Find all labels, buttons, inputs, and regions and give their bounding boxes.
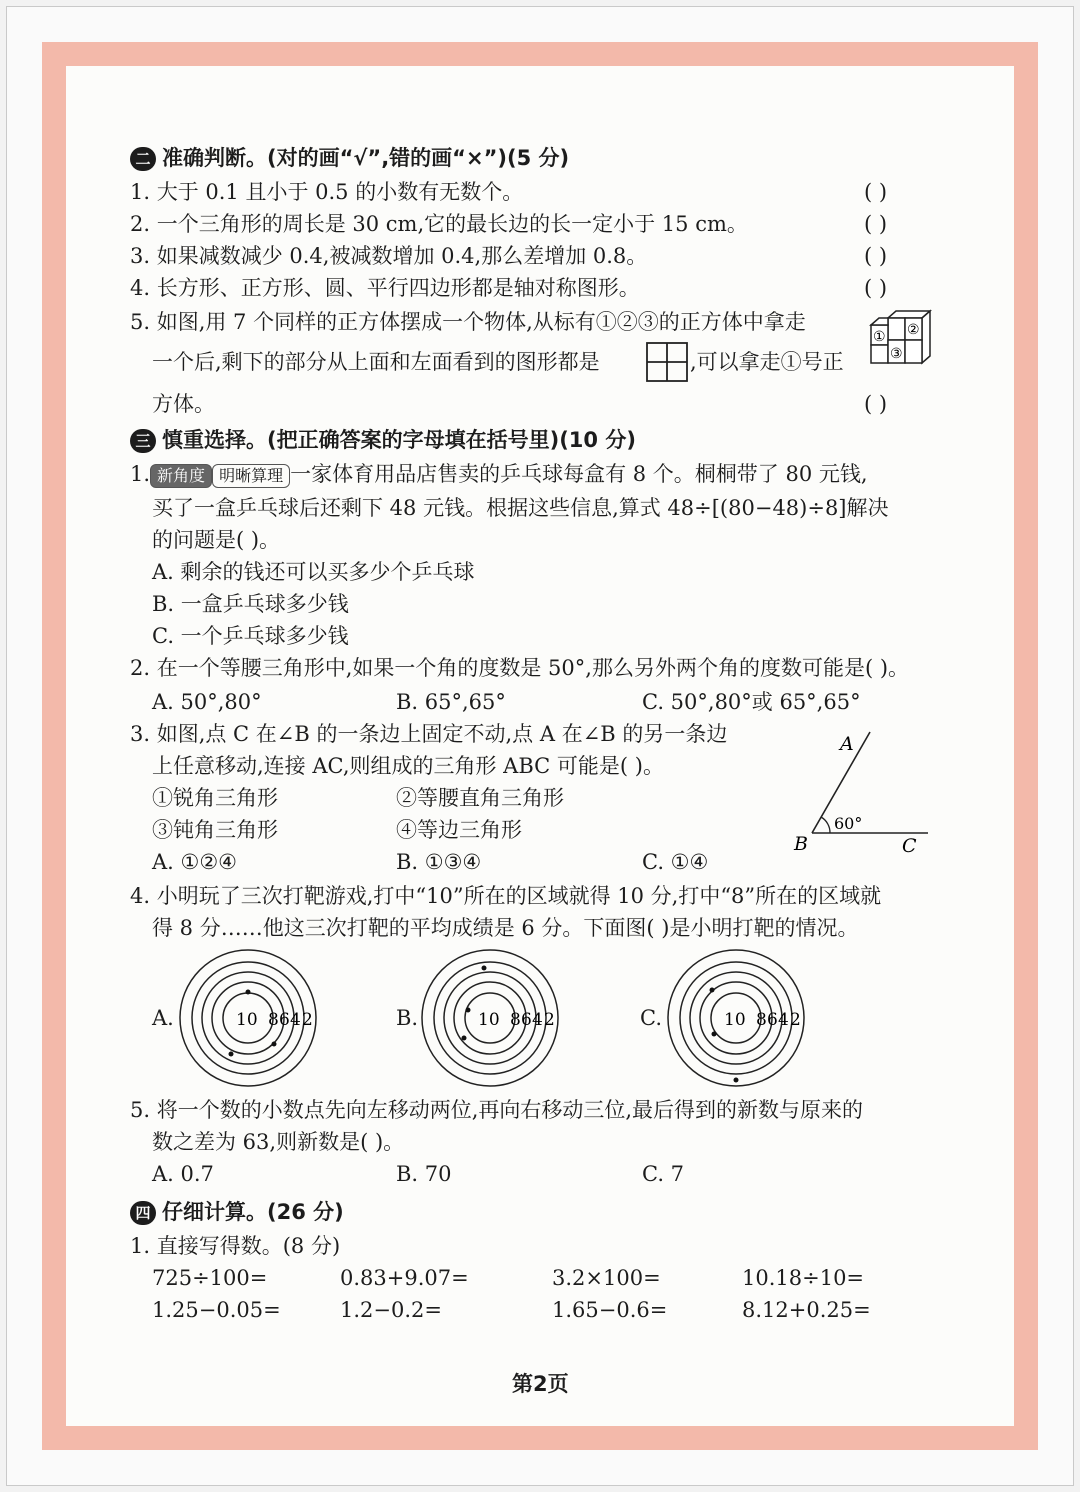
section-4-heading: [130, 1196, 344, 1226]
calc-r2-c2: 1.2−0.2=: [340, 1298, 442, 1322]
choice-q2-option-a: A. 50°,80°: [152, 690, 262, 714]
choice-q3-choice-4: ④等边三角形: [396, 818, 522, 842]
choice-q3-option-a: A. ①②④: [152, 850, 237, 874]
target-a-figure: [176, 948, 320, 1090]
target-b-ring-2: 2: [544, 1010, 555, 1030]
choice-q3-line1: 3. 如图,点 C 在∠B 的一条边上固定不动,点 A 在∠B 的另一条边: [130, 722, 728, 746]
section-3-title: 慎重选择。(把正确答案的字母填在括号里)(10 分): [162, 428, 636, 452]
judge-item-4: 4. 长方形、正方形、圆、平行四边形都是轴对称图形。: [130, 276, 640, 300]
calc-r1-c3: 3.2×100=: [552, 1266, 661, 1290]
judge-item-2: 2. 一个三角形的周长是 30 cm,它的最长边的长一定小于 15 cm。: [130, 212, 748, 236]
target-b-ring-6: 6: [521, 1010, 532, 1030]
page-number: 第2页: [512, 1372, 569, 1396]
cube-stack-figure: [868, 308, 934, 370]
cube-label-3: ③: [890, 346, 903, 362]
choice-q3-option-c: C. ①④: [642, 850, 709, 874]
section-3-heading: [130, 424, 636, 454]
choice-q4-line2: 得 8 分……他这三次打靶的平均成绩是 6 分。下面图( )是小明打靶的情况。: [152, 916, 859, 940]
point-c-label: C: [902, 835, 917, 857]
choice-q1-line2: 买了一盒乒乓球后还剩下 48 元钱。根据这些信息,算式 48÷[(80−48)÷8]解决: [152, 496, 889, 520]
section-2-heading: [130, 142, 569, 172]
choice-q1-option-b: B. 一盒乒乓球多少钱: [152, 592, 349, 616]
target-b-figure: [418, 948, 562, 1090]
cube-label-1: ①: [873, 329, 886, 345]
section-4-badge: 四: [130, 1201, 156, 1225]
judge-blank-1[interactable]: ( ): [864, 180, 888, 204]
target-c-label: C.: [640, 1006, 662, 1030]
target-a-ring-4: 4: [290, 1010, 301, 1030]
calc-r2-c1: 1.25−0.05=: [152, 1298, 281, 1322]
choice-q3-choice-2: ②等腰直角三角形: [396, 786, 564, 810]
choice-q1-option-a: A. 剩余的钱还可以买多少个乒乓球: [152, 560, 475, 584]
target-a-ring-2: 2: [302, 1010, 313, 1030]
target-c-ring-8: 8: [756, 1010, 767, 1030]
choice-q1-number: 1.: [130, 462, 151, 486]
judge-item-5-line2a: 一个后,剩下的部分从上面和左面看到的图形都是: [152, 350, 600, 374]
target-c-ring-4: 4: [778, 1010, 789, 1030]
judge-item-5-line1: 5. 如图,用 7 个同样的正方体摆成一个物体,从标有①②③的正方体中拿走: [130, 310, 806, 334]
judge-item-5-line3: 方体。: [152, 392, 215, 416]
target-b-ring-10: 10: [478, 1010, 500, 1030]
cube-label-2: ②: [907, 322, 920, 338]
choice-q3-choice-3: ③钝角三角形: [152, 818, 278, 842]
judge-item-1: 1. 大于 0.1 且小于 0.5 的小数有无数个。: [130, 180, 524, 204]
target-c-ring-10: 10: [724, 1010, 746, 1030]
choice-q5-line1: 5. 将一个数的小数点先向左移动两位,再向右移动三位,最后得到的新数与原来的: [130, 1098, 864, 1122]
choice-q5-line2: 数之差为 63,则新数是( )。: [152, 1130, 405, 1154]
choice-q1-text1: 一家体育用品店售卖的乒乓球每盒有 8 个。桐桐带了 80 元钱,: [290, 462, 868, 486]
judge-item-5-line2b: ,可以拿走①号正: [690, 350, 844, 374]
target-c-figure: [664, 948, 808, 1090]
section-3-badge: 三: [130, 429, 156, 453]
top-view-grid-icon: [646, 342, 688, 382]
target-a-ring-10: 10: [236, 1010, 258, 1030]
target-c-ring-2: 2: [790, 1010, 801, 1030]
calc-r1-c1: 725÷100=: [152, 1266, 268, 1290]
choice-q3-line2: 上任意移动,连接 AC,则组成的三角形 ABC 可能是( )。: [152, 754, 664, 778]
judge-blank-2[interactable]: ( ): [864, 212, 888, 236]
reasoning-tag: 明晰算理: [212, 464, 290, 488]
target-b-label: B.: [396, 1006, 419, 1030]
choice-q3-choice-1: ①锐角三角形: [152, 786, 278, 810]
choice-q5-option-a: A. 0.7: [152, 1162, 214, 1186]
judge-blank-5[interactable]: ( ): [864, 392, 888, 416]
choice-q1-option-c: C. 一个乒乓球多少钱: [152, 624, 349, 648]
choice-q2-option-c: C. 50°,80°或 65°,65°: [642, 690, 861, 714]
choice-q2-line1: 2. 在一个等腰三角形中,如果一个角的度数是 50°,那么另外两个角的度数可能是( )。: [130, 656, 910, 680]
judge-blank-4[interactable]: ( ): [864, 276, 888, 300]
judge-item-3: 3. 如果减数减少 0.4,被减数增加 0.4,那么差增加 0.8。: [130, 244, 648, 268]
calc-sub1: 1. 直接写得数。(8 分): [130, 1234, 341, 1258]
angle-b-figure: [790, 726, 938, 858]
section-2-badge: 二: [130, 147, 156, 171]
choice-q5-option-c: C. 7: [642, 1162, 685, 1186]
calc-r2-c4: 8.12+0.25=: [742, 1298, 871, 1322]
target-a-ring-6: 6: [279, 1010, 290, 1030]
calc-r1-c2: 0.83+9.07=: [340, 1266, 469, 1290]
choice-q4-line1: 4. 小明玩了三次打靶游戏,打中“10”所在的区域就得 10 分,打中“8”所在的区域就: [130, 884, 882, 908]
target-b-ring-4: 4: [532, 1010, 543, 1030]
calc-r1-c4: 10.18÷10=: [742, 1266, 865, 1290]
choice-q1-line1: [130, 460, 868, 488]
angle-60-label: 60°: [834, 814, 863, 833]
choice-q3-option-b: B. ①③④: [396, 850, 482, 874]
target-c-ring-6: 6: [767, 1010, 778, 1030]
choice-q1-line3: 的问题是( )。: [152, 528, 281, 552]
point-a-label: A: [840, 733, 854, 755]
choice-q5-option-b: B. 70: [396, 1162, 452, 1186]
point-b-label: B: [794, 833, 808, 855]
section-4-title: 仔细计算。(26 分): [162, 1200, 344, 1224]
target-a-label: A.: [152, 1006, 174, 1030]
section-2-title: 准确判断。(对的画“√”,错的画“×”)(5 分): [162, 146, 570, 170]
choice-q2-option-b: B. 65°,65°: [396, 690, 506, 714]
target-b-ring-8: 8: [510, 1010, 521, 1030]
new-angle-tag: 新角度: [150, 464, 212, 488]
judge-blank-3[interactable]: ( ): [864, 244, 888, 268]
calc-r2-c3: 1.65−0.6=: [552, 1298, 668, 1322]
target-a-ring-8: 8: [268, 1010, 279, 1030]
